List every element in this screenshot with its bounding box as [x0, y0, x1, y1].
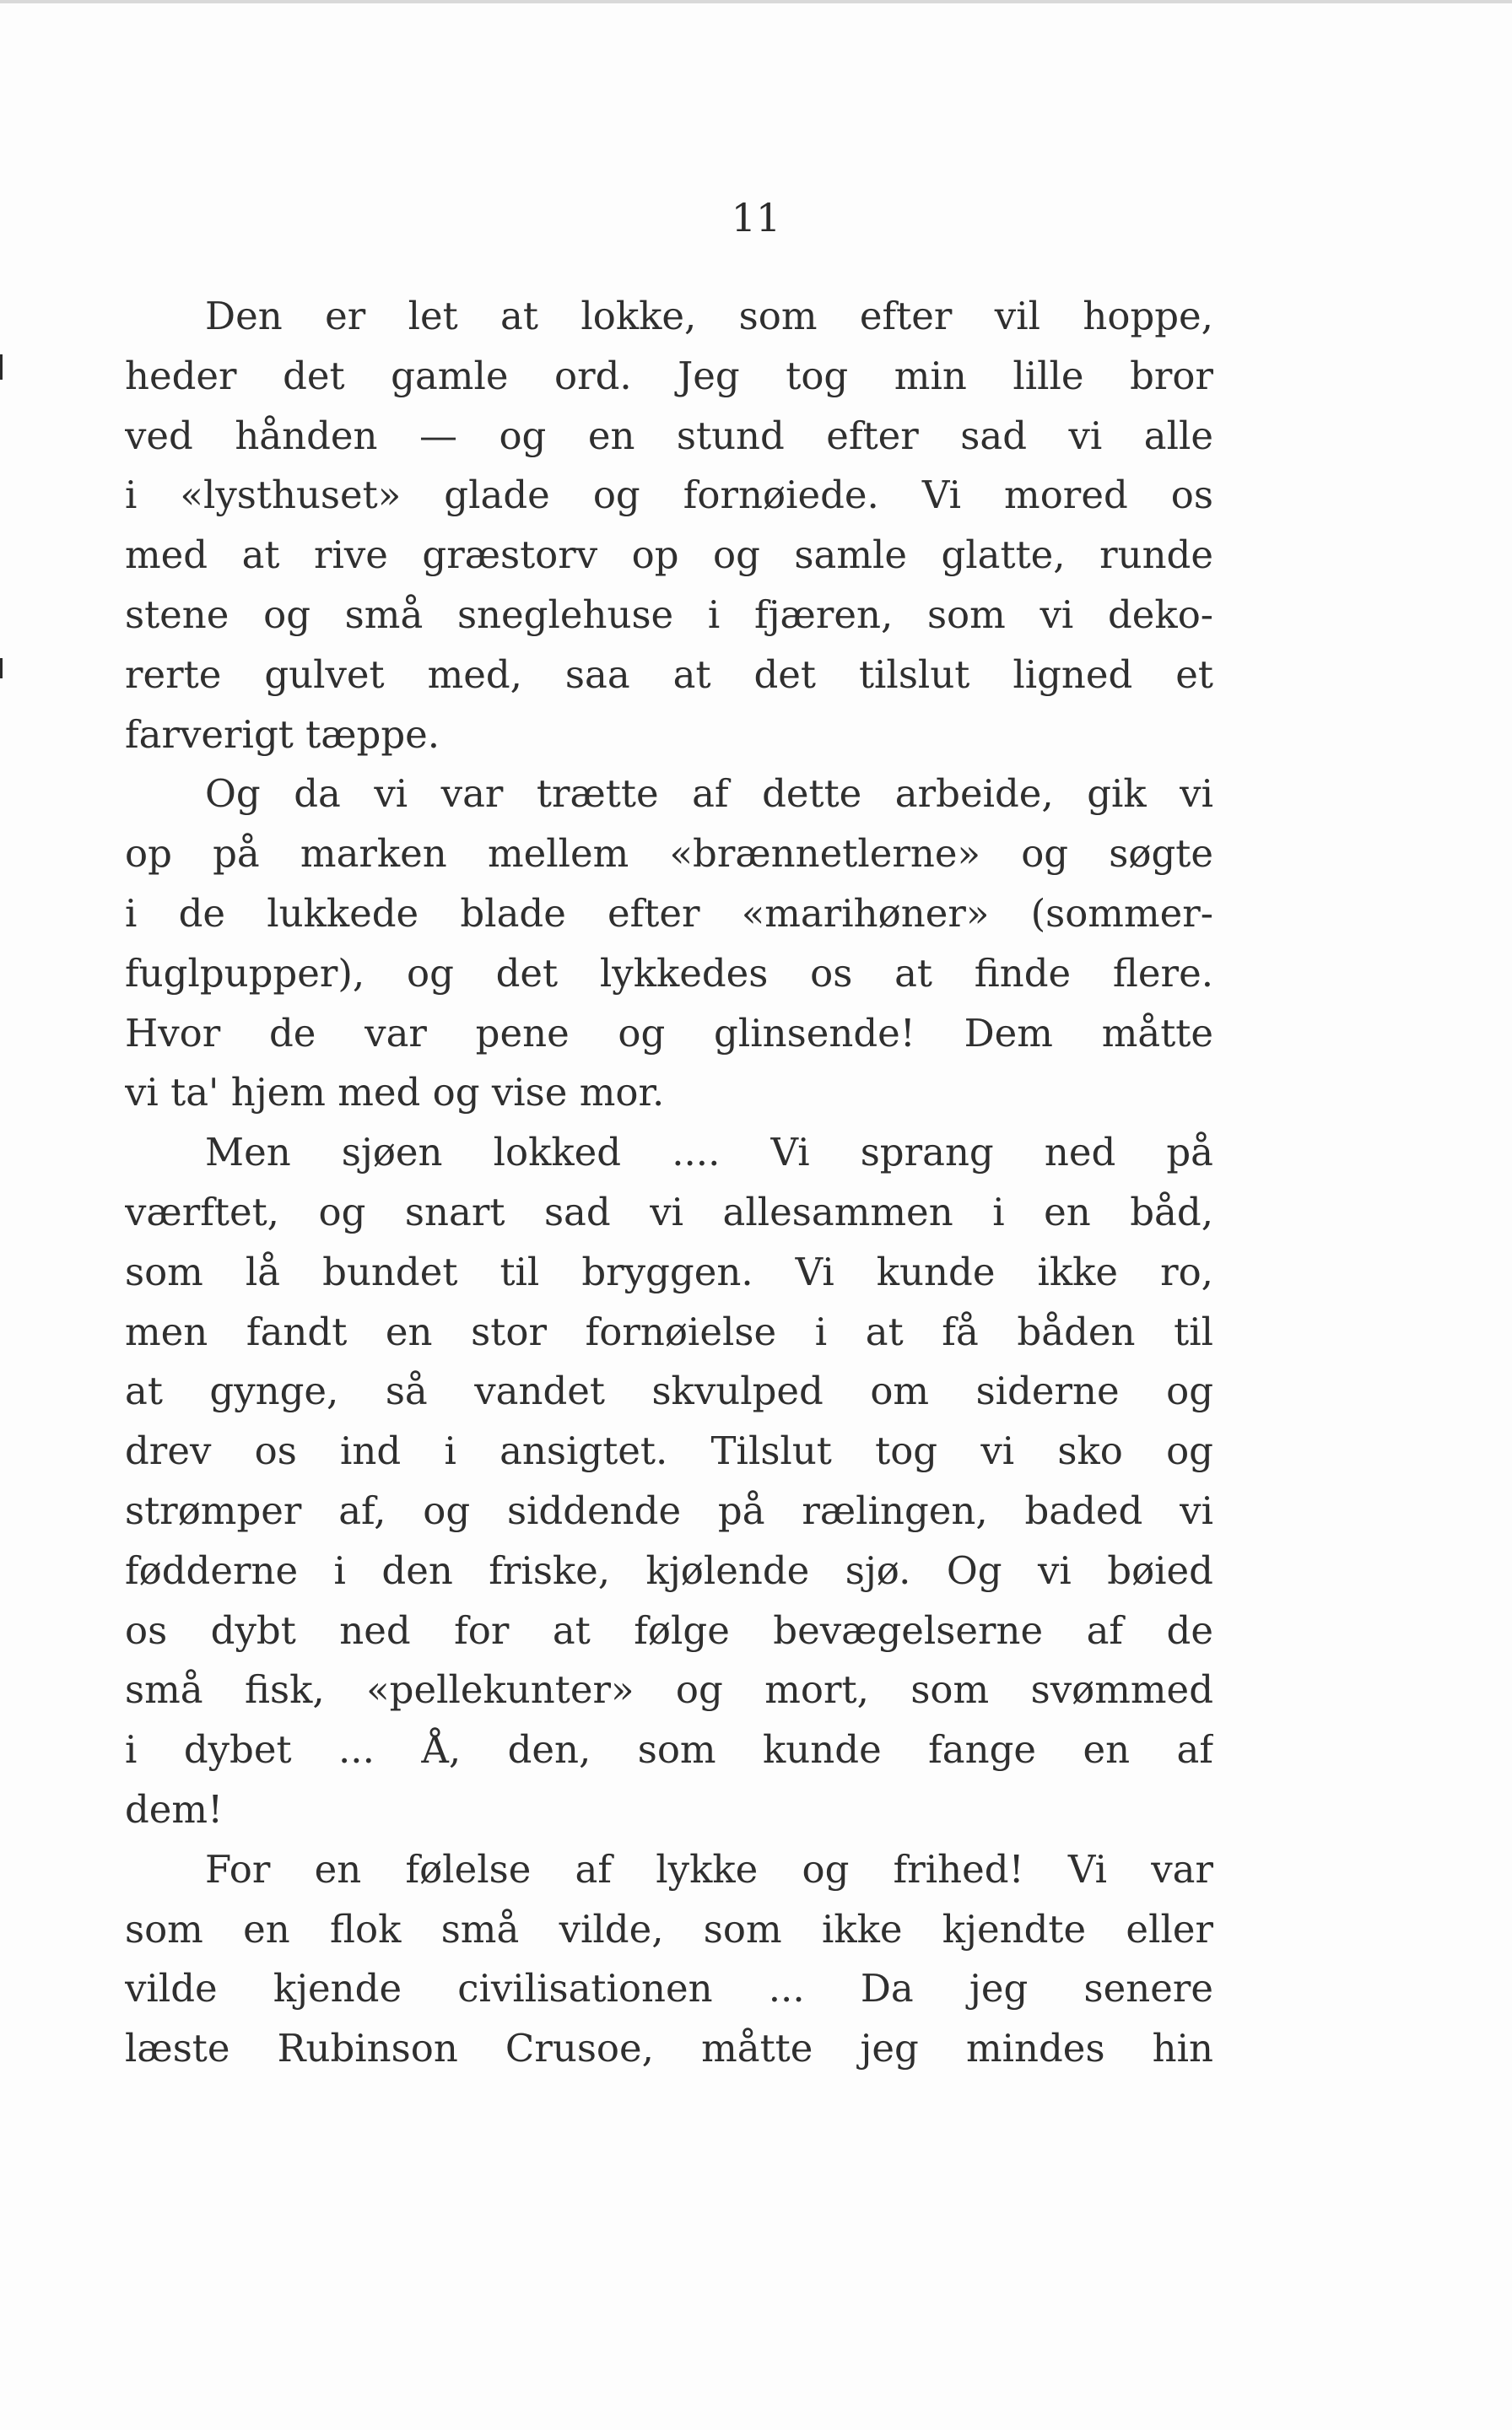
text-line: som lå bundet til bryggen. Vi kunde ikke ro,: [125, 1249, 1213, 1294]
text-line: vi ta' hjem med og vise mor.: [125, 1070, 665, 1115]
text-line: men fandt en stor fornøielse i at få båden til: [125, 1309, 1213, 1354]
text-line: stene og små sneglehuse i fjæren, som vi deko-: [125, 591, 1213, 637]
text-line: For en følelse af lykke og frihed! Vi var: [205, 1846, 1213, 1892]
scan-edge-mark: [0, 354, 3, 380]
text-line: med at rive græstorv op og samle glatte, runde: [125, 532, 1213, 578]
text-line: Og da vi var trætte af dette arbeide, gik vi: [205, 771, 1213, 817]
text-line: drev os ind i ansigtet. Tilslut tog vi sko og: [125, 1428, 1213, 1474]
page-number: 11: [731, 195, 781, 240]
text-line: strømper af, og siddende på rælingen, baded vi: [125, 1488, 1213, 1533]
text-line: Men sjøen lokked .... Vi sprang ned på: [205, 1130, 1213, 1175]
text-line: som en flok små vilde, som ikke kjendte eller: [125, 1906, 1213, 1952]
text-line: værftet, og snart sad vi allesammen i en båd,: [125, 1189, 1213, 1234]
text-line: fødderne i den friske, kjølende sjø. Og vi bøied: [125, 1547, 1213, 1593]
text-line: vilde kjende civilisationen ... Da jeg senere: [125, 1966, 1213, 2012]
text-line: Hvor de var pene og glinsende! Dem måtte: [125, 1010, 1213, 1056]
text-line: farverigt tæppe.: [125, 711, 440, 757]
text-line: ved hånden — og en stund efter sad vi alle: [125, 413, 1213, 458]
text-line: læste Rubinson Crusoe, måtte jeg mindes hin: [125, 2026, 1213, 2071]
text-line: i «lysthuset» glade og fornøiede. Vi mored os: [125, 472, 1213, 518]
text-line: fuglpupper), og det lykkedes os at finde flere.: [125, 950, 1213, 996]
body-text: [125, 287, 1213, 2079]
text-line: op på marken mellem «brænnetlerne» og søgte: [125, 831, 1213, 877]
text-line: heder det gamle ord. Jeg tog min lille bror: [125, 353, 1213, 398]
text-line: dem!: [125, 1786, 224, 1832]
text-line: i dybet ... Å, den, som kunde fange en af: [125, 1727, 1213, 1773]
text-line: Den er let at lokke, som efter vil hoppe,: [205, 294, 1213, 338]
text-line: os dybt ned for at følge bevægelserne af de: [125, 1607, 1213, 1653]
text-line: rerte gulvet med, saa at det tilslut ligned et: [125, 651, 1213, 697]
text-line: i de lukkede blade efter «marihøner» (sommer-: [125, 890, 1213, 936]
text-line: at gynge, så vandet skvulped om siderne og: [125, 1369, 1213, 1414]
page-top-edge: [0, 0, 1512, 3]
text-line: små fisk, «pellekunter» og mort, som svømmed: [125, 1667, 1213, 1713]
scan-edge-mark: [0, 658, 3, 678]
